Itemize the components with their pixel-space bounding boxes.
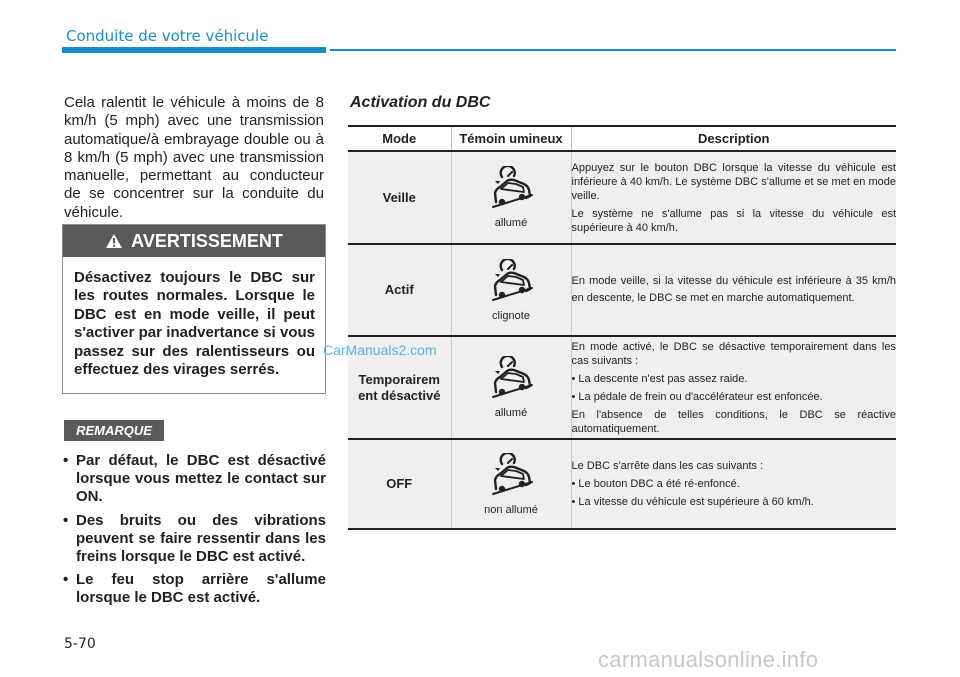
lamp-cell xyxy=(451,244,571,336)
description-line: Appuyez sur le bouton DBC lorsque la vitesse du véhicule est inférieure à 40 km/h. Le système DBC s'allume et se met en mode veille. xyxy=(571,161,896,202)
lamp-cell xyxy=(451,439,571,529)
remark-item: • Des bruits ou des vibrations peuvent se faire ressentir dans les freins lorsque le DBC est activé. xyxy=(62,512,326,567)
mode-cell: Veille xyxy=(348,151,451,244)
remark-list xyxy=(62,452,326,613)
header-mode: Mode xyxy=(348,126,451,151)
header-rule-thin xyxy=(330,49,896,51)
lamp-state: clignote xyxy=(492,309,530,322)
description-line: • La vitesse du véhicule est supérieure à 60 km/h. xyxy=(571,496,814,508)
dbc-indicator-icon xyxy=(486,166,536,210)
table-header-row xyxy=(348,126,896,151)
intro-paragraph: Cela ralentit le véhicule à moins de 8 km/h (5 mph) avec une transmission automatique/à embrayage double ou à 8 km/h (5 mph) avec une transmission manuelle, permettant au conducteur de se concentrer sur la conduite du véhicule. xyxy=(64,94,324,221)
lamp-cell xyxy=(451,151,571,244)
lamp-state: allumé xyxy=(494,407,528,419)
description-line: En mode veille, si la vitesse du véhicule est inférieure à 35 km/h en descente, le DBC se met en marche automatiquement. xyxy=(571,275,896,304)
table-row xyxy=(348,439,896,529)
lamp-state: allumé xyxy=(494,217,528,229)
warning-box xyxy=(62,224,326,394)
mode-cell: Temporairem ent désactivé xyxy=(348,336,451,439)
lamp-state: non allumé xyxy=(484,503,538,516)
dbc-indicator-icon xyxy=(486,453,536,497)
watermark-site[interactable]: CarManuals2.com xyxy=(323,342,437,358)
dbc-mode-table xyxy=(348,125,896,530)
description-cell xyxy=(571,439,896,529)
dbc-indicator-icon xyxy=(486,259,536,303)
warning-title: AVERTISSEMENT xyxy=(131,230,283,251)
description-line: En l'absence de telles conditions, le DBC se réactive automatiquement. xyxy=(571,408,896,435)
chapter-title: Conduite de votre véhicule xyxy=(66,27,269,45)
remark-label: REMARQUE xyxy=(64,420,164,441)
warning-triangle-icon xyxy=(105,233,123,249)
warning-header xyxy=(63,225,325,257)
header-lamp: Témoin umineux xyxy=(451,126,571,151)
description-cell xyxy=(571,244,896,336)
mode-cell: Actif xyxy=(348,244,451,336)
description-line: • La descente n'est pas assez raide. xyxy=(571,372,748,385)
description-line: • La pédale de frein ou d'accélérateur est enfoncée. xyxy=(571,390,823,403)
lamp-cell xyxy=(451,336,571,439)
description-line: Le DBC s'arrête dans les cas suivants : xyxy=(571,460,764,472)
remark-item: • Par défaut, le DBC est désactivé lorsque vous mettez le contact sur ON. xyxy=(62,452,326,507)
table-row xyxy=(348,151,896,244)
description-line: • Le bouton DBC a été ré-enfoncé. xyxy=(571,478,740,490)
table-row xyxy=(348,244,896,336)
warning-text: Désactivez toujours le DBC sur les routes normales. Lorsque le DBC est en mode veille, il peut s'activer par inadvertance si vous passez sur des ralentisseurs ou effectuez des virages serrés. xyxy=(74,269,315,379)
mode-cell: OFF xyxy=(348,439,451,529)
page-number: 5-70 xyxy=(64,636,96,652)
description-cell xyxy=(571,336,896,439)
description-line: Le système ne s'allume pas si la vitesse du véhicule est supérieure à 40 km/h. xyxy=(571,207,896,234)
section-title: Activation du DBC xyxy=(350,94,491,111)
watermark-footer[interactable]: carmanualsonline.info xyxy=(598,647,819,672)
description-cell xyxy=(571,151,896,244)
header-rule-thick xyxy=(62,47,326,53)
description-line: En mode activé, le DBC se désactive temporairement dans les cas suivants : xyxy=(571,340,896,367)
remark-item: • Le feu stop arrière s'allume lorsque le DBC est activé. xyxy=(62,571,326,607)
dbc-indicator-icon xyxy=(486,356,536,400)
header-description: Description xyxy=(571,126,896,151)
